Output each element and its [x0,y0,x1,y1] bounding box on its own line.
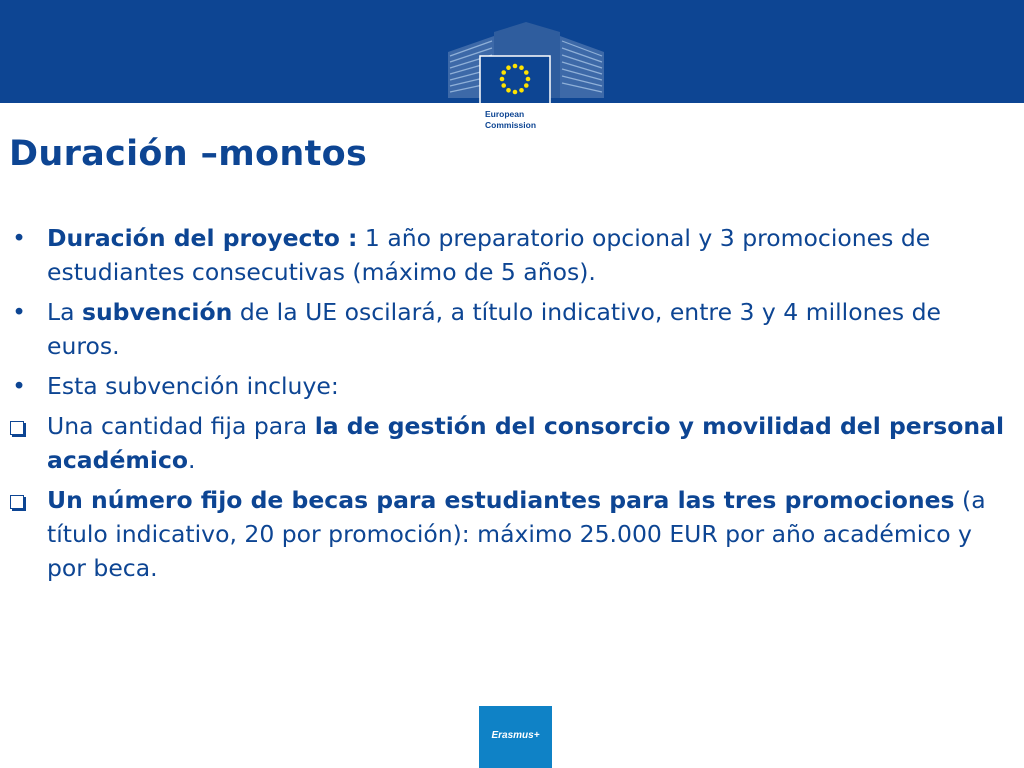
bullet-item [8,295,1016,363]
european-commission-logo [446,22,606,140]
checkbox-square-icon [10,495,24,509]
item-text: Esta subvención incluye: [47,372,339,400]
bullet-item [8,221,1016,289]
logo-org-line1: European [485,109,525,119]
item-text-pre: Una cantidad fija para [47,412,315,440]
checkbox-square-icon [10,421,24,435]
item-text-post: de la UE oscilará, a título indicativo, entre 3 y 4 millones de euros. [47,298,942,360]
item-text-pre: La [47,298,82,326]
bullet-dot-icon: • [12,224,26,252]
erasmus-plus-logo [479,706,552,768]
checkbox-item [8,483,1016,585]
bullet-item [8,369,1016,403]
slide-body [8,221,1016,591]
item-text: 1 año preparatorio opcional y 3 promociones de estudiantes consecutivas (máximo de 5 años). [47,224,931,286]
logo-text [485,109,549,131]
item-text-post: (a título indicativo, 20 por promoción): máximo 25.000 EUR por año académico y por beca. [47,486,986,582]
bullet-dot-icon: • [12,298,26,326]
item-text-bold: Un número fijo de becas para estudiantes para las tres promociones [47,486,955,514]
item-lead-bold: Duración del proyecto : [47,224,358,252]
bullet-dot-icon: • [12,372,26,400]
item-text-post: . [188,446,196,474]
item-text-bold: la de gestión del consorcio y movilidad del personal académico [47,412,1005,474]
item-text-bold: subvención [81,298,233,326]
logo-org-line2: Commission [485,120,537,130]
erasmus-plus-label: Erasmus+ [491,730,540,741]
checkbox-item [8,409,1016,477]
slide-title: Duración –montos [9,134,368,174]
